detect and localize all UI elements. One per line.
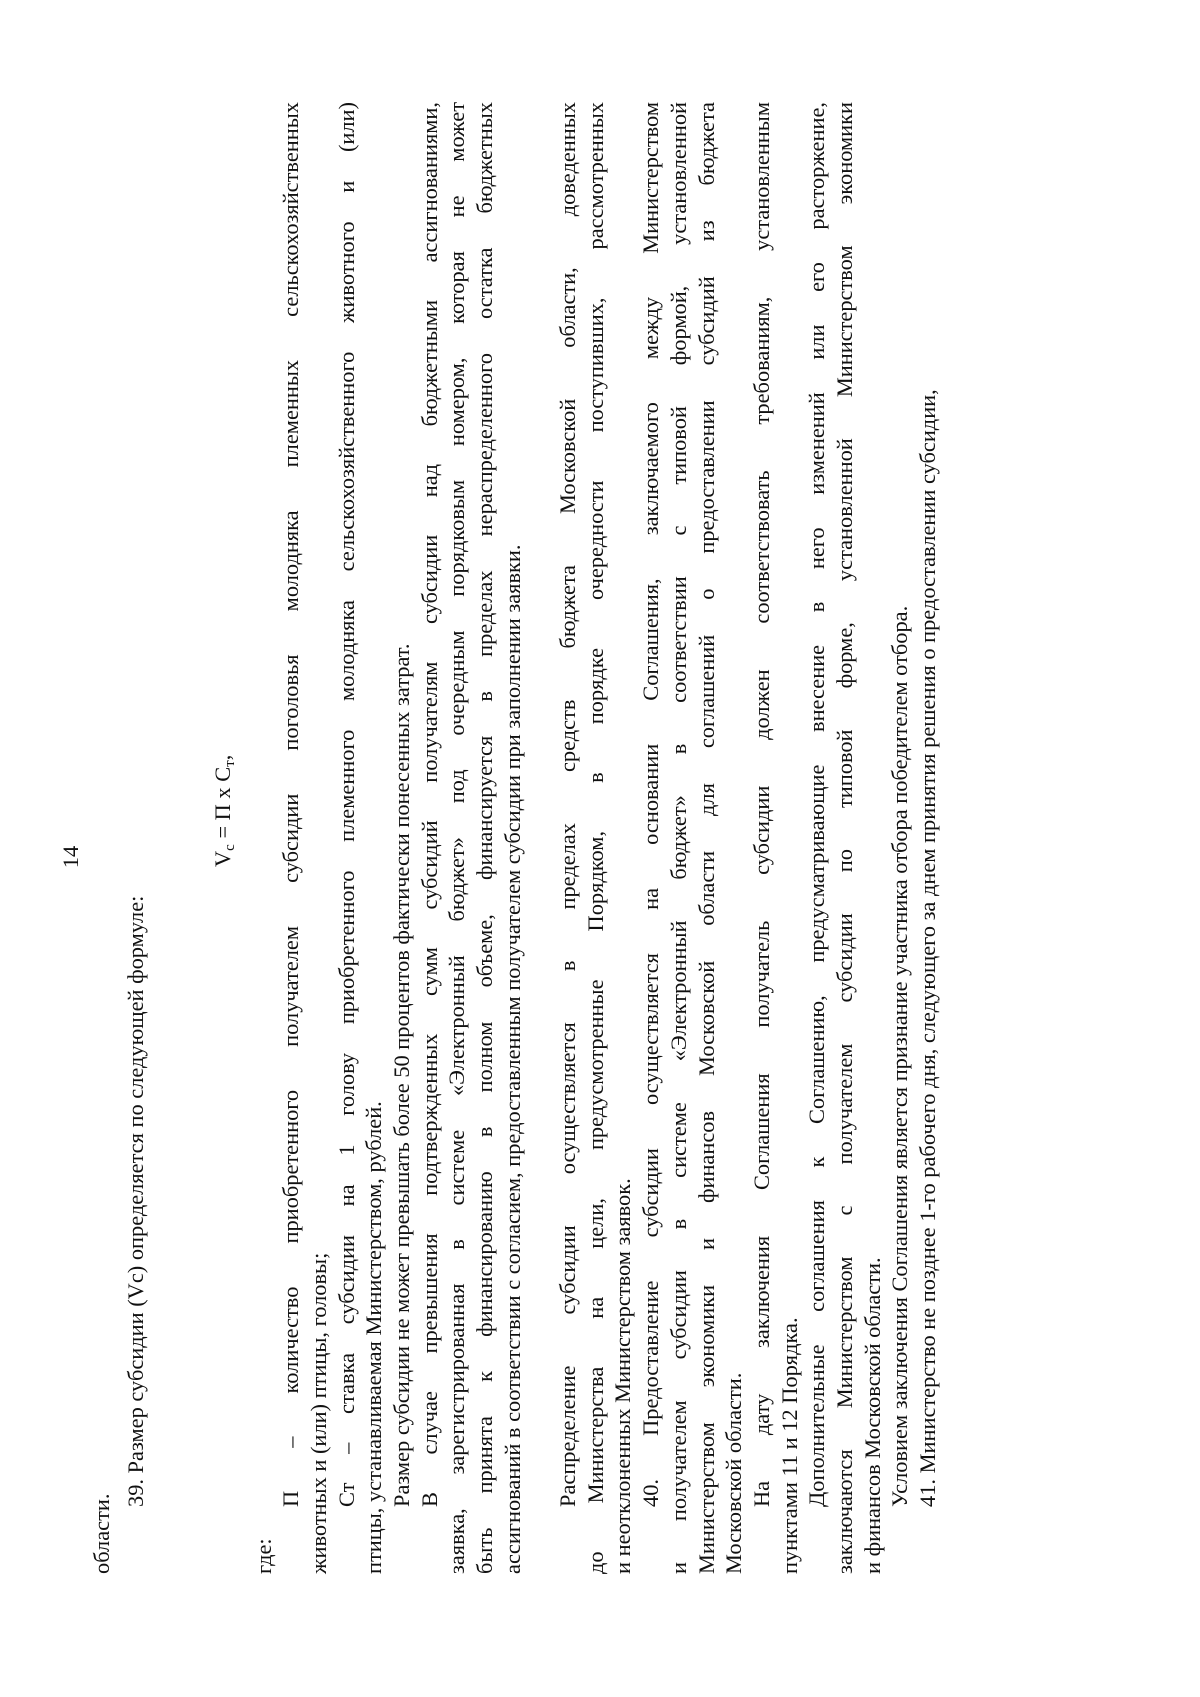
- text-line: ассигнований в соответствии с согласием, предоставленным получателем субсидии при заполнении заявки.: [500, 544, 525, 1574]
- paragraph-41-heading: 41. Министерство не позднее 1-го рабочего дня, следующего за днем принятия решения о предоставлении субсидии,: [915, 389, 940, 1507]
- formula-tail: ,: [210, 754, 235, 761]
- text-line: и финансов Московской области.: [860, 1257, 885, 1574]
- formula-equation: = П x С: [210, 766, 235, 845]
- text-line: Министерством экономики и финансов Московской области для соглашений о предоставлении субсидий из бюджета: [694, 102, 719, 1574]
- formula: [212, 727, 238, 867]
- text-line: Условием заключения Соглашения является признание участника отбора победителем отбора.: [887, 605, 912, 1507]
- text-line: животных и (или) птицы, головы;: [306, 1252, 331, 1574]
- text-line: и получателем субсидии в системе «Электронный бюджет» в соответствии с типовой формой, установленной: [666, 102, 691, 1574]
- text-line: заключаются Министерством с получателем субсидии по типовой форме, установленной Министерством экономики: [832, 102, 857, 1574]
- text-line: Ст – ставка субсидии на 1 голову приобретенного племенного молодняка сельскохозяйственного животного и (или): [334, 102, 359, 1507]
- text-line: В случае превышения подтвержденных сумм субсидий получателям субсидии над бюджетными ассигнованиями,: [417, 102, 442, 1507]
- text-line: пунктами 11 и 12 Порядка.: [777, 1317, 802, 1574]
- text-line: где:: [251, 1538, 276, 1574]
- text-line: Московской области.: [721, 1372, 746, 1574]
- text-line: быть принята к финансированию в полном объеме, финансируется в пределах нераспределенного остатка бюджетных: [472, 102, 497, 1574]
- text-line: и неотклоненных Министерством заявок.: [610, 1178, 635, 1574]
- text-line: Дополнительные соглашения к Соглашению, предусматривающие внесение в него изменений или его расторжение,: [804, 102, 829, 1507]
- paragraph-40-heading: 40. Предоставление субсидии осуществляется на основании Соглашения, заключаемого между Министерством: [638, 102, 663, 1507]
- text-line: области.: [89, 1493, 114, 1574]
- text-line: Размер субсидии не может превышать более 50 процентов фактически понесенных затрат.: [389, 643, 414, 1507]
- paragraph-39-heading: 39. Размер субсидии (Vс) определяется по следующей формуле:: [123, 895, 148, 1507]
- text-line: заявка, зарегистрированная в системе «Электронный бюджет» под очередным порядковым номером, которая не может: [444, 102, 469, 1574]
- text-line: птицы, устанавливаемая Министерством, рублей.: [361, 1101, 386, 1574]
- text-line: до Министерства на цели, предусмотренные Порядком, в порядке очередности поступивших, рассмотренных: [583, 102, 608, 1574]
- formula-c-subscript: т: [222, 760, 238, 767]
- text-line: На дату заключения Соглашения получатель субсидии должен соответствовать требованиям, установленным: [749, 102, 774, 1507]
- formula-v-subscript: c: [222, 844, 238, 851]
- text-line: П – количество приобретенного получателем субсидии поголовья молодняка племенных сельскохозяйственных: [278, 102, 303, 1507]
- page-number: 14: [58, 845, 83, 869]
- formula-v: V: [210, 850, 235, 867]
- text-line: Распределение субсидии осуществляется в пределах средств бюджета Московской области, доведенных: [555, 102, 580, 1507]
